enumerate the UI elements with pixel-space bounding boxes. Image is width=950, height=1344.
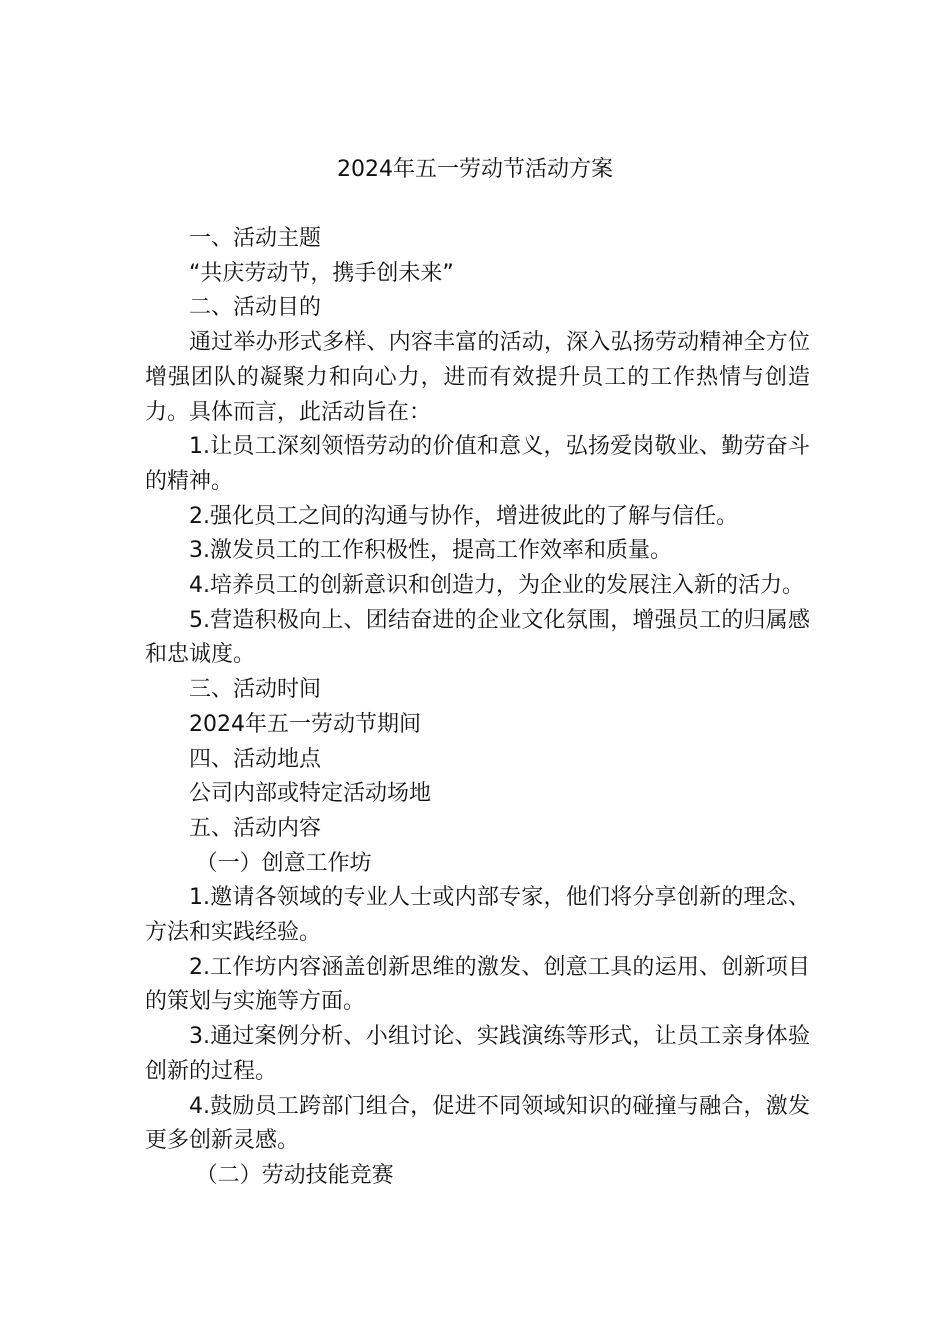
document-title: 2024年五一劳动节活动方案: [337, 157, 613, 182]
list-item-workshop-2: 2.工作坊内容涵盖创新思维的激发、创意工具的运用、创新项目的策划与实施等方面。: [145, 954, 810, 1015]
heading-content: 五、活动内容: [189, 815, 322, 841]
list-item-workshop-4: 4.鼓励员工跨部门组合，促进不同领域知识的碰撞与融合，激发更多创新灵感。: [145, 1093, 810, 1154]
document-body: [145, 222, 810, 1194]
heading-time: 三、活动时间: [189, 677, 322, 703]
subheading-workshop: （一）创意工作坊: [195, 850, 372, 876]
list-item-purpose-5: 5.营造积极向上、团结奋进的企业文化氛围，增强员工的归属感和忠诚度。: [145, 607, 810, 668]
list-item-purpose-1: 1.让员工深刻领悟劳动的价值和意义，弘扬爱岗敬业、勤劳奋斗的精神。: [145, 434, 810, 494]
subheading-skills-competition: （二）劳动技能竞赛: [195, 1162, 394, 1188]
paragraph-time: 2024年五一劳动节期间: [189, 711, 421, 737]
paragraph-purpose-intro: 通过举办形式多样、内容丰富的活动，深入弘扬劳动精神全方位增强团队的凝聚力和向心力，进而有效提升员工的工作热情与创造力。具体而言，此活动旨在：: [145, 330, 810, 425]
list-item-workshop-3: 3.通过案例分析、小组讨论、实践演练等形式，让员工亲身体验创新的过程。: [145, 1024, 810, 1084]
list-item-purpose-4: 4.培养员工的创新意识和创造力，为企业的发展注入新的活力。: [189, 573, 804, 599]
heading-theme: 一、活动主题: [189, 226, 322, 251]
heading-location: 四、活动地点: [189, 746, 322, 772]
heading-purpose: 二、活动目的: [189, 295, 322, 321]
paragraph-theme-slogan: “共庆劳动节，携手创未来”: [189, 260, 454, 286]
list-item-workshop-1: 1.邀请各领域的专业人士或内部专家，他们将分享创新的理念、方法和实践经验。: [145, 885, 810, 946]
list-item-purpose-2: 2.强化员工之间的沟通与协作，增进彼此的了解与信任。: [189, 503, 738, 529]
list-item-purpose-3: 3.激发员工的工作积极性，提高工作效率和质量。: [189, 538, 672, 564]
paragraph-location: 公司内部或特定活动场地: [189, 781, 432, 807]
